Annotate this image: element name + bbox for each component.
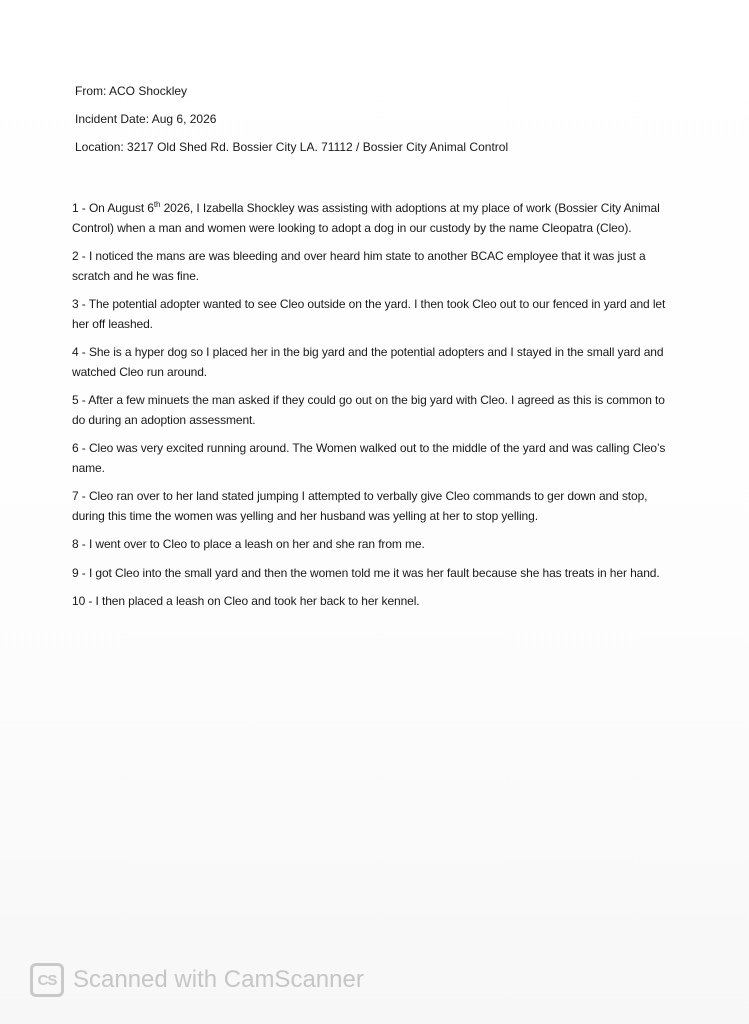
report-body [72, 199, 672, 621]
location-line: Location: 3217 Old Shed Rd. Bossier City LA. 71112 / Bossier City Animal Control [75, 140, 509, 154]
paragraph-5: 5 - After a few minuets the man asked if they could go out on the big yard with Cleo. I agreed as this is common to do during an adoption assessment. [72, 393, 665, 427]
paragraph-7: 7 - Cleo ran over to her land stated jumping I attempted to verbally give Cleo commands to ger down and stop, during this time the women was yelling and her husband was yelling at her to stop yelling. [72, 489, 648, 523]
paragraph-8: 8 - I went over to Cleo to place a leash on her and she ran from me. [72, 537, 425, 551]
paragraph-2: 2 - I noticed the mans are was bleeding and over heard him state to another BCAC employee that it was just a scratch and he was fine. [72, 249, 646, 283]
ordinal-superscript: th [153, 200, 161, 209]
paragraph-6: 6 - Cleo was very excited running around. The Women walked out to the middle of the yard and was calling Cleo’s name. [72, 441, 666, 475]
incident-date-line: Incident Date: Aug 6, 2026 [75, 112, 217, 126]
paragraph-3: 3 - The potential adopter wanted to see Cleo outside on the yard. I then took Cleo out to our fenced in yard and let her off leashed. [72, 297, 666, 331]
paragraph-10: 10 - I then placed a leash on Cleo and took her back to her kennel. [72, 594, 420, 608]
report-header [75, 84, 675, 168]
paragraph-9: 9 - I got Cleo into the small yard and then the women told me it was her fault because she has treats in her hand. [72, 565, 660, 580]
from-line: From: ACO Shockley [75, 84, 188, 98]
paragraph-4: 4 - She is a hyper dog so I placed her in the big yard and the potential adopters and I stayed in the small yard and watched Cleo run around. [72, 345, 664, 379]
paragraph-1 [72, 199, 672, 238]
camscanner-watermark [30, 963, 364, 997]
camscanner-logo-icon [30, 963, 64, 997]
watermark-text: Scanned with CamScanner [73, 966, 364, 993]
logo-letters: CS [37, 971, 57, 989]
paragraph-1-rest: 2026, I Izabella Shockley was assisting with adoptions at my place of work (Bossier City Animal Control) when a man and women were looking to adopt a dog in our custody by the name Cleopatra (Cleo). [72, 201, 660, 235]
paragraph-1-start: 1 - On August 6 [72, 201, 154, 215]
